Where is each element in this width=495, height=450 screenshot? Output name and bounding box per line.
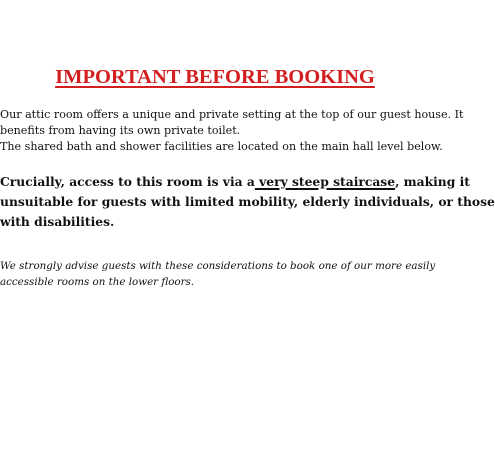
booking-advice-line: We strongly advise guests with these considerations to book one of our more easily	[0, 260, 436, 272]
steep-staircase-emphasis: very steep staircase	[254, 174, 396, 189]
access-warning	[0, 172, 495, 232]
booking-advice-line: accessible rooms on the lower floors.	[0, 275, 195, 288]
booking-advice	[0, 259, 452, 290]
access-warning-text: Crucially, access to this room is via a	[0, 174, 255, 189]
access-warning-line: unsuitable for guests with limited mobility, elderly individuals, or those	[0, 194, 495, 209]
room-description-line: Our attic room offers a unique and private setting at the top of our guest house. It	[0, 108, 464, 121]
notice-heading: IMPORTANT BEFORE BOOKING	[55, 66, 375, 88]
access-warning-line	[0, 172, 470, 192]
access-warning-line: with disabilities.	[0, 214, 115, 229]
access-warning-text: , making it	[395, 174, 470, 189]
room-description-line: The shared bath and shower facilities are located on the main hall level below.	[0, 140, 443, 153]
room-description-line: benefits from having its own private toilet.	[0, 124, 241, 137]
room-description	[0, 107, 464, 155]
